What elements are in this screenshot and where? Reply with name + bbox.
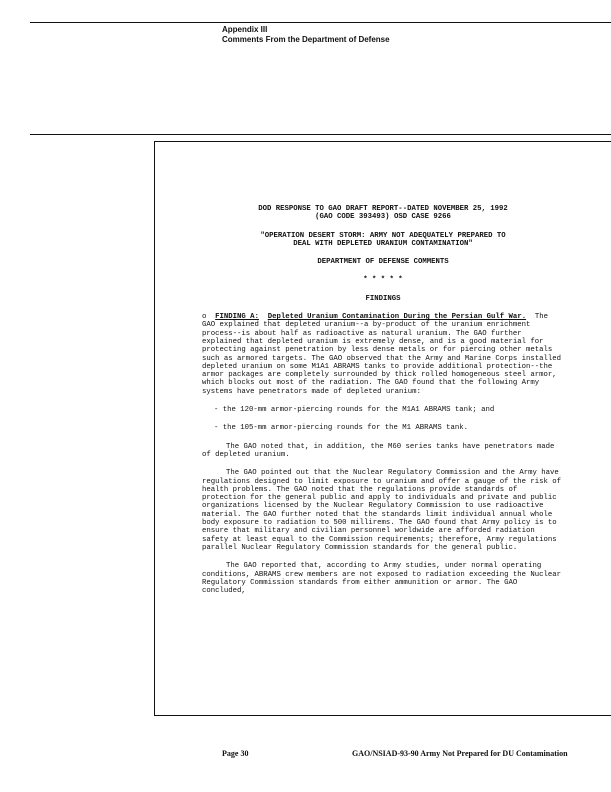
letter-body — [202, 205, 564, 595]
paragraph-nrc: The GAO pointed out that the Nuclear Regulatory Commission and the Army have regulations designed to limit exposure to uranium and offer a gauge of the risk of health problems. The GAO noted that the regulations provide standards of protection for the general public and apply to individuals and private and public organizations licensed by the Nuclear Regulatory Commission to use radioactive material. The GAO further noted that the standards limit individual annual whole body exposure to radiation to 500 millirems. The GAO found that Army policy is to ensure that military and civilian personnel worldwide are afforded radiation safety at least equal to the Commission requirements; therefore, Army regulations parallel Nuclear Regulatory Commission standards for the general public. — [202, 469, 562, 552]
bullet-120mm: - the 120-mm armor-piercing rounds for the M1A1 ABRAMS tank; and — [214, 406, 495, 415]
bullet-105mm: - the 105-mm armor-piercing rounds for the M1 ABRAMS tank. — [214, 424, 468, 433]
report-id: GAO/NSIAD-93-90 Army Not Prepared for DU Contamination — [352, 749, 568, 758]
section-rule — [30, 134, 611, 135]
response-title: DOD RESPONSE TO GAO DRAFT REPORT--DATED NOVEMBER 25, 1992 — [258, 205, 508, 213]
finding-a-paragraph — [202, 313, 564, 396]
dept-heading: DEPARTMENT OF DEFENSE COMMENTS — [317, 258, 449, 267]
finding-title: Depleted Uranium Contamination During the Persian Gulf War. — [267, 313, 527, 322]
finding-text: The GAO explained that depleted uranium--a by-product of the uranium enrichment process--is about half as radioactive as natural uranium. The GAO further explained that depleted uranium is extremely dense, and is a good material for protecting against penetration by less dense metals or for piercing other metals such as armored targets. The GAO observed that the Army and Marine Corps installed depleted uranium on some M1A1 ABRAMS tanks to provide additional protection--the armor packages are completely surrounded by thick rolled homogeneous steel armor, which blocks out most of the radiation. The GAO found that the following Army systems have penetrators made of depleted uranium: — [202, 313, 562, 396]
paragraph-m60: The GAO noted that, in addition, the M60 series tanks have penetrators made of depleted uranium. — [202, 442, 555, 459]
report-title-line1: "OPERATION DESERT STORM: ARMY NOT ADEQUATELY PREPARED TO — [260, 231, 506, 240]
findings-heading: FINDINGS — [365, 294, 401, 303]
finding-bullet: o — [202, 313, 207, 322]
report-title-line2: DEAL WITH DEPLETED URANIUM CONTAMINATION" — [293, 239, 473, 248]
page-number: Page 30 — [222, 749, 249, 758]
paragraph-army-studies: The GAO reported that, according to Army studies, under normal operating conditions, ABRAMS crew members are not exposed to radiation exceeding the Nuclear Regulatory Commission standards from either ammunition or armor. The GAO concluded, — [202, 562, 562, 596]
response-case: (GAO CODE 393493) OSD CASE 9266 — [315, 213, 451, 222]
letter-left-rule — [154, 141, 155, 715]
appendix-label: Appendix III — [222, 25, 268, 34]
finding-label: FINDING A: — [215, 313, 259, 322]
stars-divider: * * * * * — [363, 276, 403, 285]
letter-top-rule — [154, 141, 611, 142]
top-rule — [30, 22, 611, 23]
letter-bottom-rule — [154, 715, 611, 716]
appendix-subtitle: Comments From the Department of Defense — [222, 35, 390, 44]
